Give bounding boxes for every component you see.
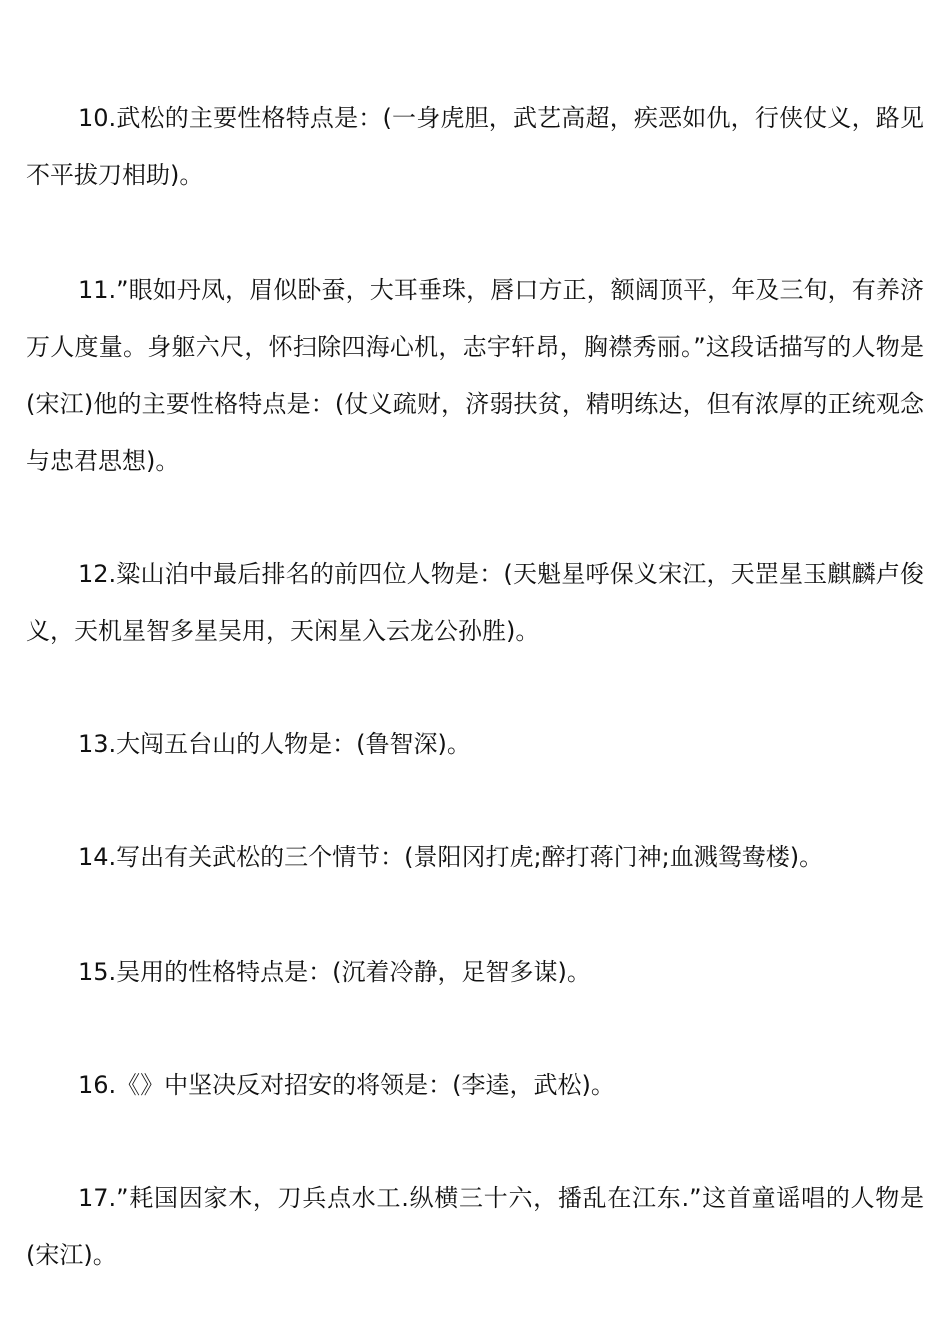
question-16: 16.《》中坚决反对招安的将领是：(李逵，武松)。 (78, 1071, 615, 1099)
question-14: 14.写出有关武松的三个情节：(景阳冈打虎;醉打蒋门神;血溅鸳鸯楼)。 (78, 843, 824, 871)
question-10: 10.武松的主要性格特点是：(一身虎胆，武艺高超，疾恶如仇，行侠仗义，路见不平拔刀相助)。 (26, 104, 924, 189)
question-13: 13.大闯五台山的人物是：(鲁智深)。 (78, 730, 471, 758)
question-12: 12.粱山泊中最后排名的前四位人物是：(天魁星呼保义宋江，天罡星玉麒麟卢俊义，天机星智多星吴用，天闲星入云龙公孙胜)。 (26, 560, 924, 645)
question-15: 15.吴用的性格特点是：(沉着冷静，足智多谋)。 (78, 958, 591, 986)
question-17: 17.”耗国因家木，刀兵点水工.纵横三十六，播乱在江东.”这首童谣唱的人物是(宋江)。 (26, 1184, 924, 1269)
question-11: 11.”眼如丹凤，眉似卧蚕，大耳垂珠，唇口方正，额阔顶平，年及三旬，有养济万人度量。身躯六尺，怀扫除四海心机，志宇轩昂，胸襟秀丽。”这段话描写的人物是(宋江)他的主要性格特点是：(仗义疏财，济弱扶贫，精明练达，但有浓厚的正统观念与忠君思想)。 (26, 276, 924, 475)
